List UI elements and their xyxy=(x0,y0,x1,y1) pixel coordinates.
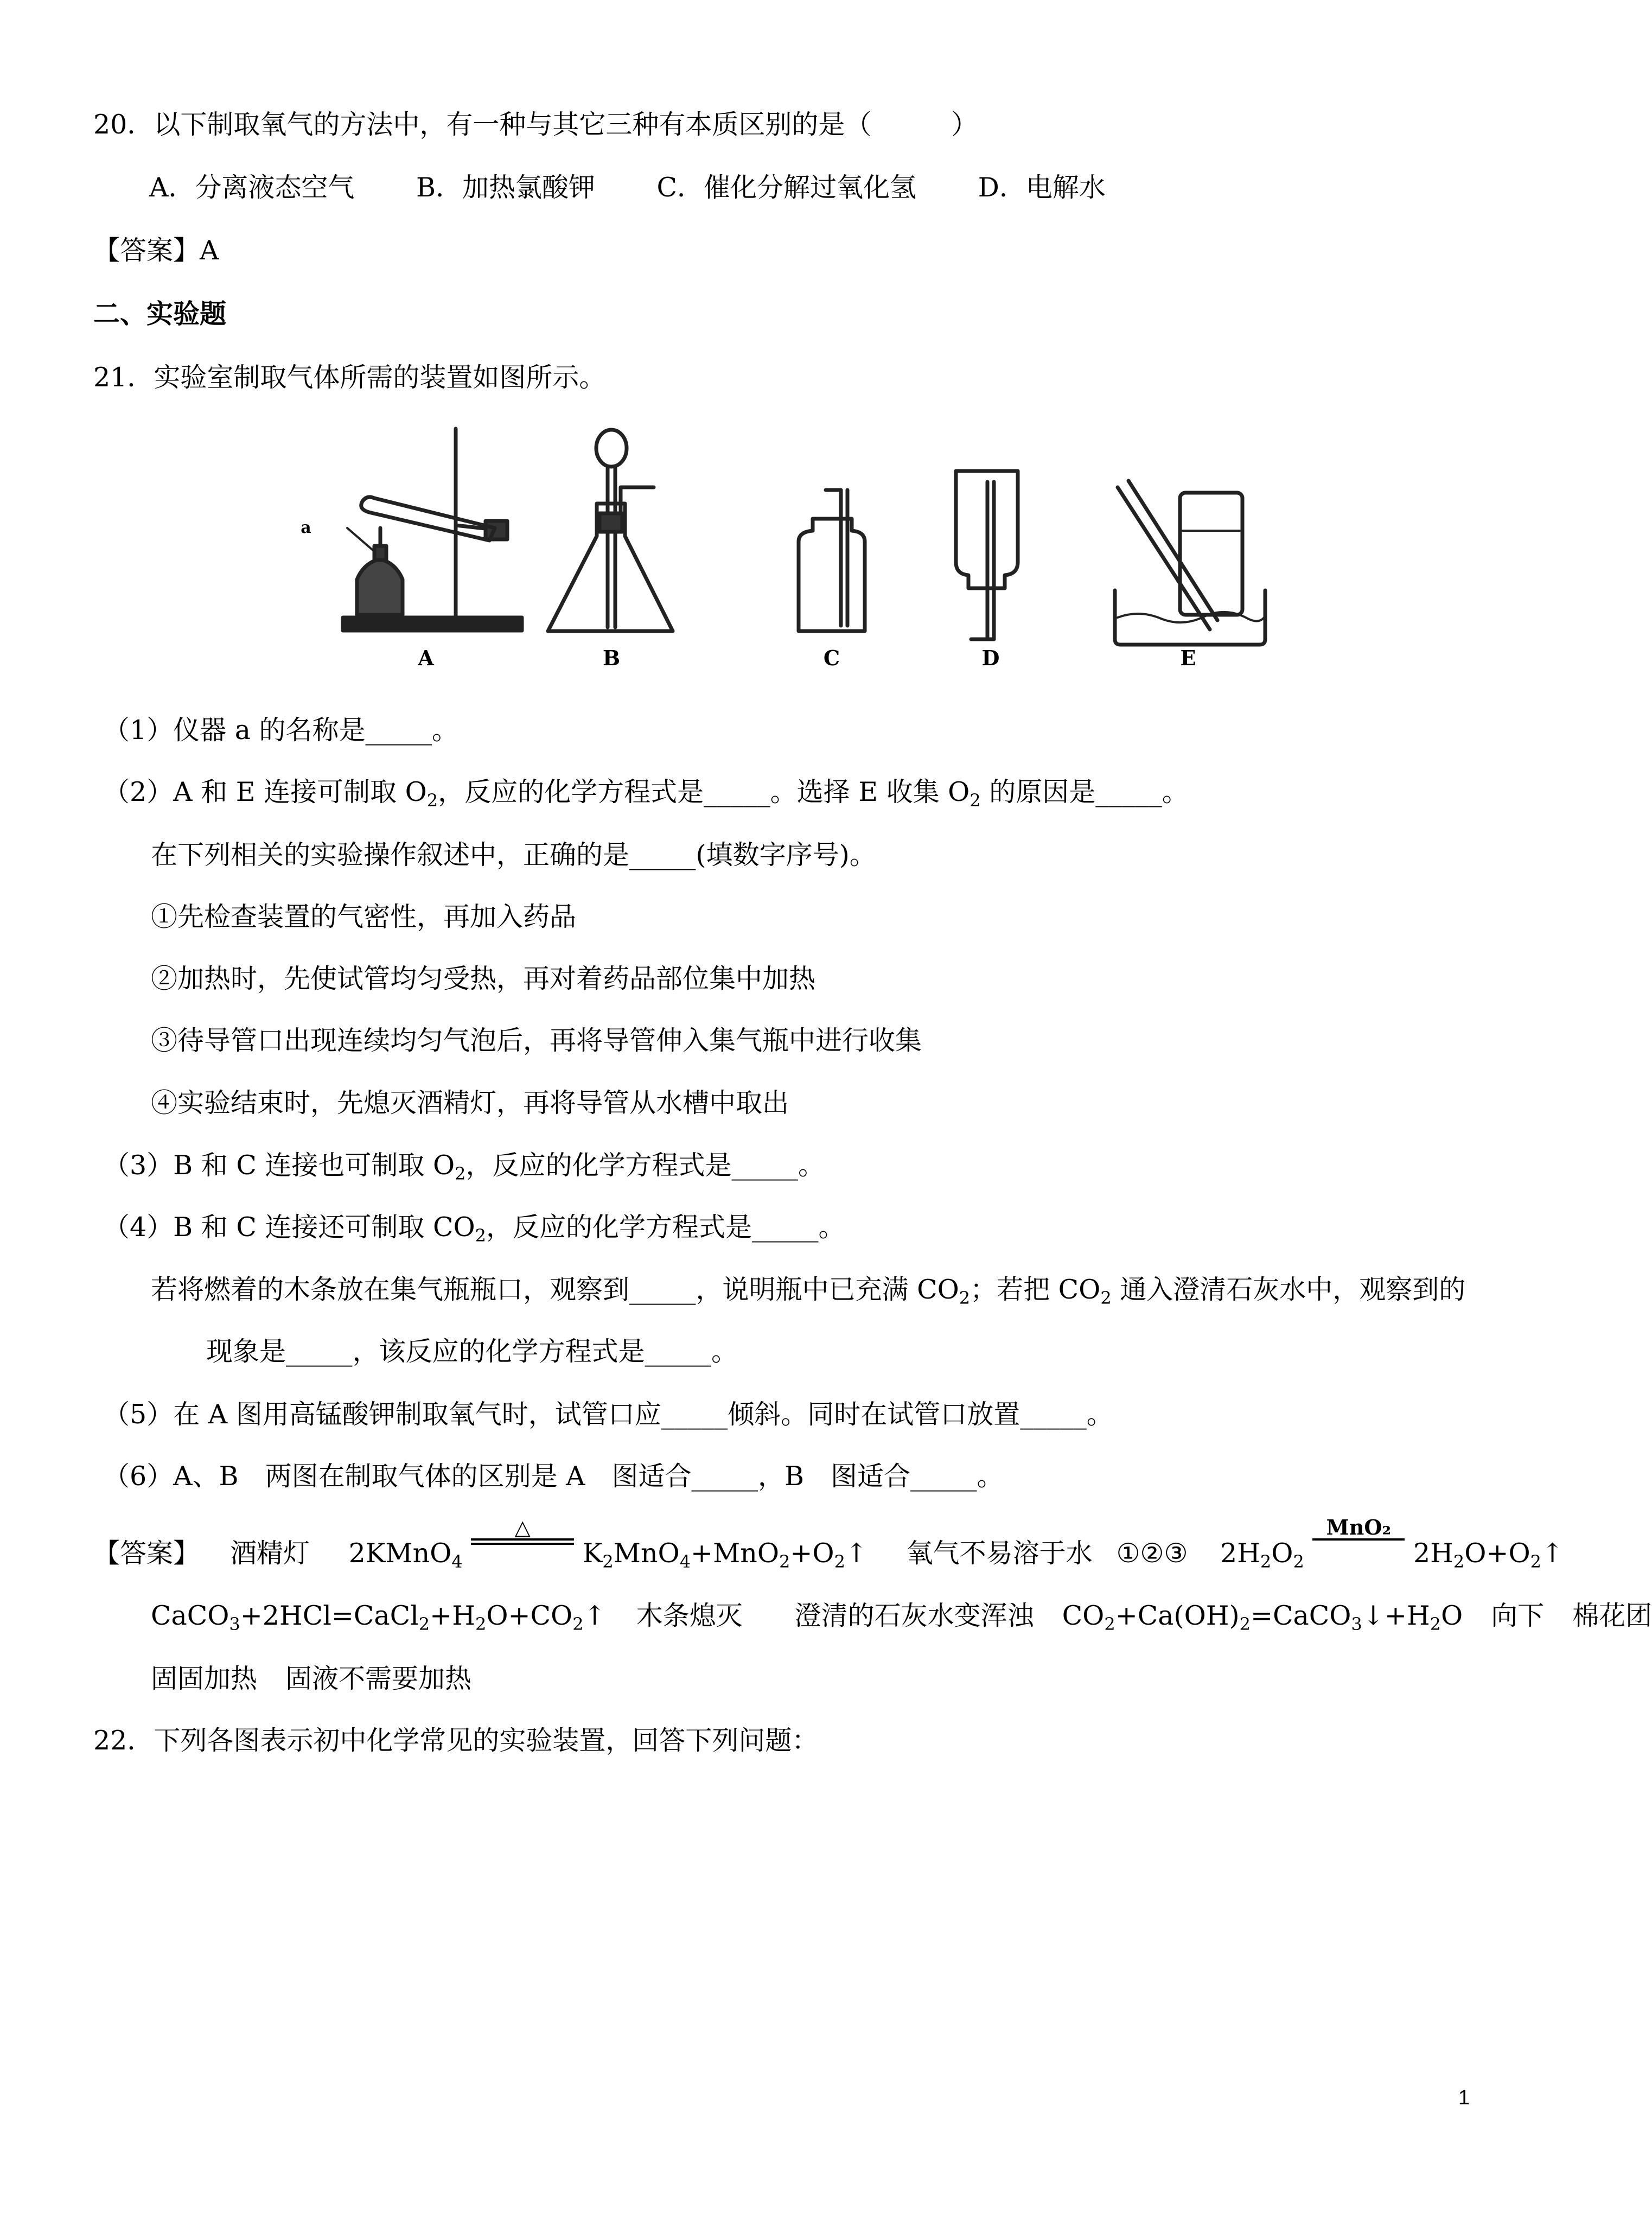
apparatus-figure xyxy=(293,417,1324,672)
answer-eq3: $CaCO_3+2HCl=CaCl_2+H_2O+CO_2↑$ xyxy=(151,1600,606,1634)
q21-part6: （6）A、B 两图在制取气体的区别是 A 图适合_____，B 图适合_____。 xyxy=(103,1461,1004,1492)
label-b: B xyxy=(602,646,621,670)
answer-12: 固液不需要加热 xyxy=(285,1663,472,1694)
page-number: 1 xyxy=(1458,2086,1470,2109)
label-c: C xyxy=(823,646,840,670)
q21-part4: （4）B 和 C 连接还可制取 $CO_2$，反应的化学方程式是_____。 xyxy=(103,1212,845,1246)
q21-op-4: ④实验结束时，先熄灭酒精灯，再将导管从水槽中取出 xyxy=(151,1087,789,1118)
answer-label: 【答案】 xyxy=(93,1538,200,1569)
answer-eq1: 2KMnO$_4$ △ $K_2MnO_4+MnO_2+O_2↑$ xyxy=(348,1516,868,1572)
q21-part2-question: 在下列相关的实验操作叙述中，正确的是_____(填数字序号)。 xyxy=(151,839,876,870)
q21-op-1: ①先检查装置的气密性，再加入药品 xyxy=(151,901,577,932)
apparatus-e xyxy=(1115,481,1265,645)
label-d: D xyxy=(981,646,1000,670)
q21-part3: （3）B 和 C 连接也可制取 $O_2$，反应的化学方程式是_____。 xyxy=(103,1150,825,1184)
answer-3: 氧气不易溶于水 xyxy=(906,1538,1093,1569)
answer-9: 向下 xyxy=(1491,1600,1545,1631)
q21-part4-line2: 若将燃着的木条放在集气瓶瓶口，观察到_____，说明瓶中已充满 $CO_2$；若把 $CO_2$ 通入澄清石灰水中，观察到的 xyxy=(151,1274,1466,1308)
answer-10: 棉花团 xyxy=(1572,1600,1652,1631)
answer-1: 酒精灯 xyxy=(230,1538,310,1569)
answer-7: 澄清的石灰水变浑浊 xyxy=(794,1600,1034,1631)
q21-answer-line1 xyxy=(93,1515,1564,1578)
q20-options: A．分离液态空气 B．加热氯酸钾 C．催化分解过氧化氢 D．电解水 xyxy=(149,172,1106,203)
apparatus-b xyxy=(548,430,673,631)
q21-answer-line2 xyxy=(151,1600,1652,1640)
q21-op-3: ③待导管口出现连续均匀气泡后，再将导管伸入集气瓶中进行收集 xyxy=(151,1025,922,1056)
answer-11: 固固加热 xyxy=(151,1663,258,1694)
label-a: A xyxy=(418,646,434,670)
q21-part1: （1）仪器 a 的名称是_____。 xyxy=(103,715,459,746)
q21-answer-line3 xyxy=(151,1663,471,1695)
q21-part4-line3: 现象是_____，该反应的化学方程式是_____。 xyxy=(206,1336,738,1367)
answer-6: 木条熄灭 xyxy=(636,1600,743,1631)
apparatus-a xyxy=(343,429,522,631)
label-instrument-a: a xyxy=(301,518,311,537)
apparatus-c xyxy=(799,490,865,631)
q20-stem: 20．以下制取氧气的方法中，有一种与其它三种有本质区别的是（ ） xyxy=(93,109,978,140)
q21-stem: 21．实验室制取气体所需的装置如图所示。 xyxy=(93,362,606,393)
answer-eq2: $2H_2O_2$ MnO₂ $2H_2O+O_2↑$ xyxy=(1220,1515,1564,1572)
q21-op-2: ②加热时，先使试管均匀受热，再对着药品部位集中加热 xyxy=(151,963,816,994)
apparatus-d xyxy=(956,471,1018,639)
q21-part2: （2）A 和 E 连接可制取 $O_2$，反应的化学方程式是_____。选择 E 收集 $O_2$ 的原因是_____。 xyxy=(103,777,1189,811)
q22-stem: 22．下列各图表示初中化学常见的实验装置，回答下列问题： xyxy=(93,1725,819,1756)
answer-eq4: $CO_2+Ca(OH)_2=CaCO_3↓+H_2O$ xyxy=(1062,1600,1463,1634)
q20-answer: 【答案】A xyxy=(93,235,219,266)
section-title: 二、实验题 xyxy=(93,298,227,329)
label-e: E xyxy=(1180,646,1196,670)
answer-4: ①②③ xyxy=(1116,1538,1188,1569)
q21-part5: （5）在 A 图用高锰酸钾制取氧气时，试管口应_____倾斜。同时在试管口放置_____。 xyxy=(103,1399,1113,1430)
